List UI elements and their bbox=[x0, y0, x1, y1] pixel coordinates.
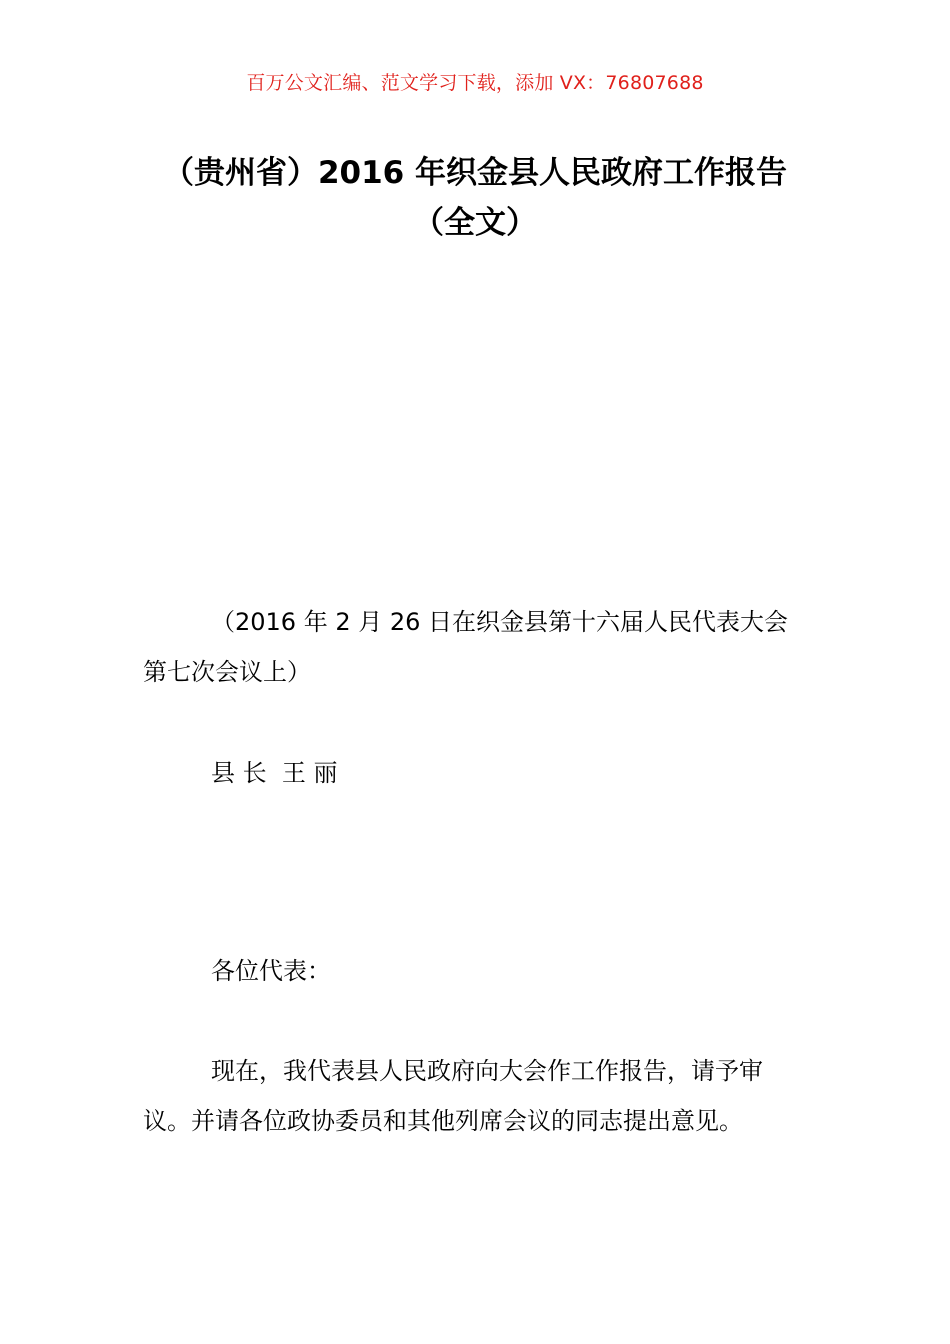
header-watermark-note: 百万公文汇编、范文学习下载，添加 VX：76807688 bbox=[246, 72, 704, 94]
meeting-info: （2016 年 2 月 26 日在织金县第十六届人民代表大会第七次会议上） bbox=[143, 608, 789, 686]
salutation: 各位代表： bbox=[211, 957, 331, 985]
author-line: 县 长 王 丽 bbox=[211, 759, 338, 787]
document-title: （贵州省）2016 年织金县人民政府工作报告（全文） bbox=[162, 155, 788, 241]
body-paragraph: 现在，我代表县人民政府向大会作工作报告，请予审议。并请各位政协委员和其他列席会议的同志提出意见。 bbox=[143, 1057, 763, 1135]
